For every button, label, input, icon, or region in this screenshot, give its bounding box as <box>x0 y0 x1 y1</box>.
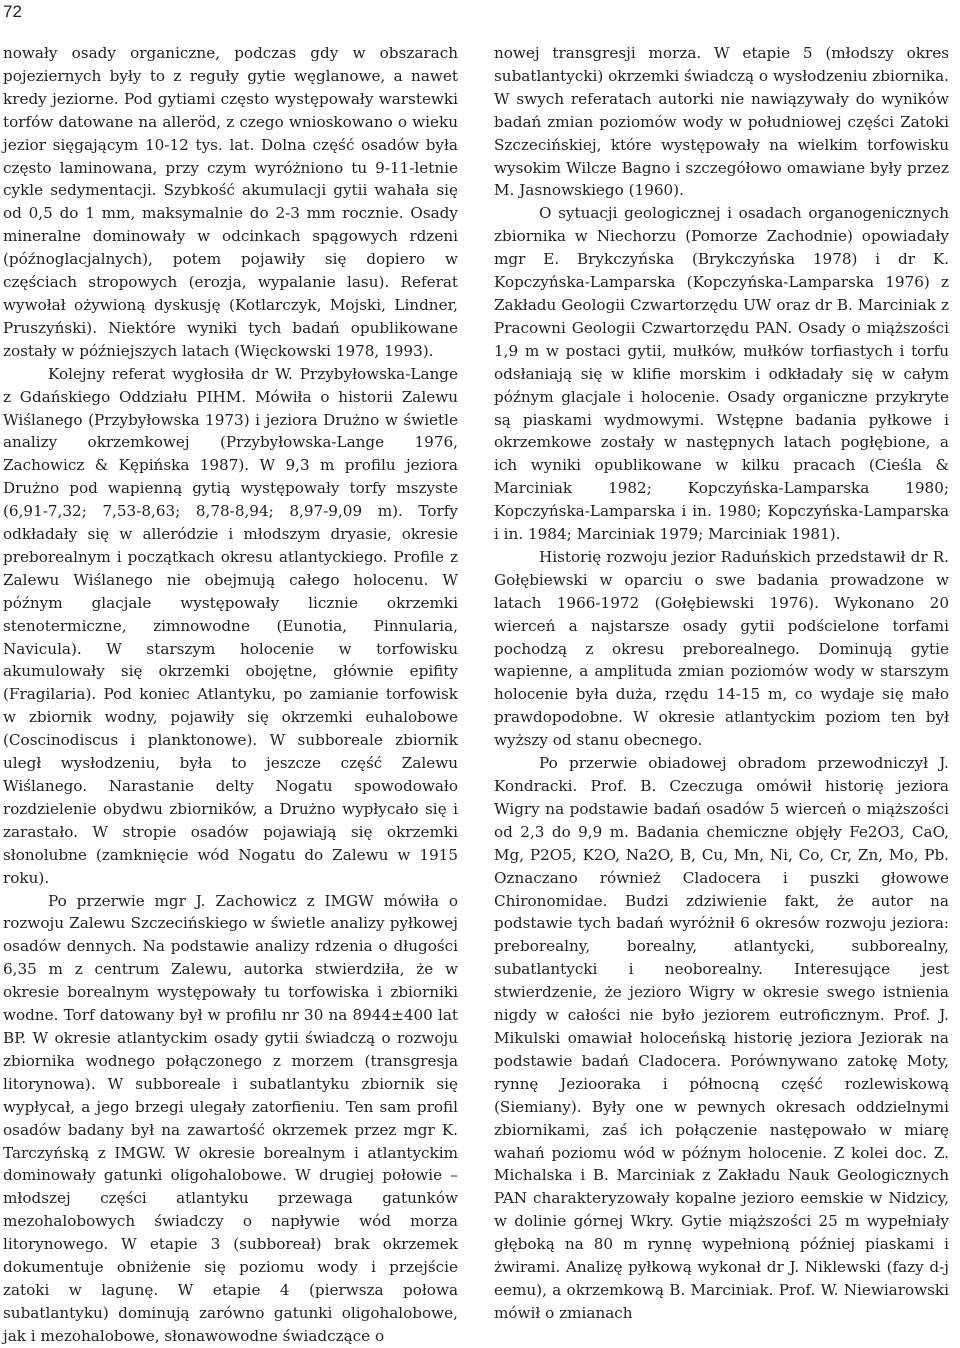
paragraph: Po przerwie obiadowej obradom przewodniczył J. Kondracki. Prof. B. Czeczuga omówił historię jeziora Wigry na podstawie badań osadów 5 wierceń o miąższości od 2,3 do 9,9 m. Badania chemiczne objęły Fe2O3, CaO, Mg, P2O5, K2O, Na2O, B, Cu, Mn, Ni, Co, Cr, Zn, Mo, Pb. Oznaczano również Cladocera i puszki głowowe Chironomidae. Budzi zdziwienie fakt, że autor na podstawie tych badań wyróżnił 6 okresów rozwoju jeziora: preborealny, borealny, atlantycki, subborealny, subatlantycki i neoborealny. Interesujące jest stwierdzenie, że jezioro Wigry w okresie swego istnienia nigdy w całości nie było jeziorem eutroficznym. Prof. J. Mikulski omawiał holoceńską historię jeziora Jeziorak na podstawie badań Cladocera. Porównywano zatokę Moty, rynnę Jeziooraka i północną część rozlewiskową (Siemiany). Były one w pewnych okresach oddzielnymi zbiornikami, zaś ich połączenie następowało w miarę wahań poziomu wód w późnym holocenie. Z kolei doc. Z. Michalska i B. Marciniak z Zakładu Nauk Geologicznych PAN charakteryzowały kopalne jezioro eemskie w Nidzicy, w dolinie górnej Wkry. Gytie miąższości 25 m wypełniały głęboką na 80 m rynnę wypełnioną później piaskami i żwirami. Analizę pyłkową wykonał dr J. Niklewski (fazy d-j eemu), a okrzemkową B. Marciniak. Prof. W. Niewiarowski mówił o zmianach <box>494 754 949 1322</box>
page-number: 72 <box>3 2 22 21</box>
paragraph: Historię rozwoju jezior Raduńskich przedstawił dr R. Gołębiewski w oparciu o swe badania prowadzone w latach 1966-1972 (Gołębiewski 1976). Wykonano 20 wierceń a najstarsze osady gytii podścielone torfami pochodzą z okresu preborealnego. Dominują gytie wapienne, a amplituda zmian poziomów wody w starszym holocenie była duża, rzędu 14-15 m, co wydaje się mało prawdopodobne. W okresie atlantyckim poziom ten był wyższy od stanu obecnego. <box>494 547 949 750</box>
paragraph: Po przerwie mgr J. Zachowicz z IMGW mówiła o rozwoju Zalewu Szczecińskiego w świetle analizy pyłkowej osadów dennych. Na podstawie analizy rdzenia o długości 6,35 m z centrum Zalewu, autorka stwierdziła, że w okresie borealnym występowały tu torfowiska i zbiorniki wodne. Torf datowany był w profilu nr 30 na 8944±400 lat BP. W okresie atlantyckim osady gytii świadczą o rozwoju zbiornika wodnego połączonego z morzem (transgresja litorynowa). W subboreale i subatlantyku zbiornik się wypłycał, a jego brzegi ulegały zatorfieniu. Ten sam profil osadów badany był na zawartość okrzemek przez mgr K. Tarczyńską z IMGW. W okresie borealnym i atlantyckim dominowały gatunki oligohalobowe. W drugiej połowie – młodszej części atlantyku przewaga gatunków mezohalobowych świadczy o napływie wód morza litorynowego. W etapie 3 (subboreał) brak okrzemek dokumentuje obniżenie się poziomu wody i przejście zatoki w lagunę. W etapie 4 (pierwsza połowa subatlantyku) dominują zarówno gatunki oligohalobowe, jak i mezohalobowe, słonawowodne świadczące o <box>3 891 458 1345</box>
left-column <box>3 42 458 1345</box>
paragraph: nowej transgresji morza. W etapie 5 (młodszy okres subatlantycki) okrzemki świadczą o wysłodzeniu zbiornika. W swych referatach autorki nie nawiązywały do wyników badań zmian poziomów wody w południowej części Zatoki Szczecińskiej, które występowały na wielkim torfowisku wysokim Wilcze Bagno i szczegółowo omawiane były przez M. Jasnowskiego (1960). <box>494 44 949 200</box>
right-column <box>494 42 949 1322</box>
paragraph: nowały osady organiczne, podczas gdy w obszarach pojeziernych były to z reguły gytie węglanowe, a nawet kredy jeziorne. Pod gytiami często występowały warstewki torfów datowane na alleröd, z czego wnioskowano o wieku jezior sięgającym 10-12 tys. lat. Dolna część osadów była często laminowana, przy czym wyróżniono tu 9-11-letnie cykle sedymentacji. Szybkość akumulacji gytii wahała się od 0,5 do 1 mm, maksymalnie do 2-3 mm rocznie. Osady mineralne dominowały w odcinkach spągowych rdzeni (późnoglacjalnych), potem pojawiły się dopiero w częściach stropowych (erozja, wypalanie lasu). Referat wywołał ożywioną dyskusję (Kotlarczyk, Mojski, Lindner, Pruszyński). Niektóre wyniki tych badań opublikowane zostały w późniejszych latach (Więckowski 1978, 1993). <box>3 44 458 360</box>
paragraph: Kolejny referat wygłosiła dr W. Przybyłowska-Lange z Gdańskiego Oddziału PIHM. Mówiła o historii Zalewu Wiślanego (Przybyłowska 1973) i jeziora Drużno w świetle analizy okrzemkowej (Przybyłowska-Lange 1976, Zachowicz & Kępińska 1987). W 9,3 m profilu jeziora Drużno pod wapienną gytią występowały torfy mszyste (6,91-7,32; 7,53-8,63; 8,78-8,94; 8,97-9,09 m). Torfy odkładały się w alleródzie i młodszym dryasie, okresie preborealnym i początkach okresu atlantyckiego. Profile z Zalewu Wiślanego nie obejmują całego holocenu. W późnym glacjale występowały licznie okrzemki stenotermiczne, zimnowodne (Eunotia, Pinnularia, Navicula). W starszym holocenie w torfowisku akumulowały się okrzemki obojętne, głównie epifity (Fragilaria). Pod koniec Atlantyku, po zamianie torfowisk w zbiornik wodny, pojawiły się okrzemki euhalobowe (Coscinodiscus i planktonowe). W subboreale zbiornik uległ wysłodzeniu, była to jeszcze część Zalewu Wiślanego. Narastanie delty Nogatu spowodowało rozdzielenie obydwu zbiorników, a Drużno wypłycało się i zarastało. W stropie osadów pojawiają się okrzemki słonolubne (zamknięcie wód Nogatu do Zalewu w 1915 roku). <box>3 364 458 887</box>
paragraph: O sytuacji geologicznej i osadach organogenicznych zbiornika w Niechorzu (Pomorze Zachodnie) opowiadały mgr E. Brykczyńska (Brykczyńska 1978) i dr K. Kopczyńska-Lamparska (Kopczyńska-Lamparska 1976) z Zakładu Geologii Czwartorzędu UW oraz dr B. Marciniak z Pracowni Geologii Czwartorzędu PAN. Osady o miąższości 1,9 m w postaci gytii, mułków, mułków torfiastych i torfu odsłaniają się w klifie morskim i odkładały się w całym późnym glacjale i holocenie. Osady organiczne przykryte są piaskami wydmowymi. Wstępne badania pyłkowe i okrzemkowe zostały w następnych latach pogłębione, a ich wyniki opublikowane w kilku pracach (Cieśla & Marciniak 1982; Kopczyńska-Lamparska 1980; Kopczyńska-Lamparska i in. 1980; Kopczyńska-Lamparska i in. 1984; Marciniak 1979; Marciniak 1981). <box>494 204 949 544</box>
